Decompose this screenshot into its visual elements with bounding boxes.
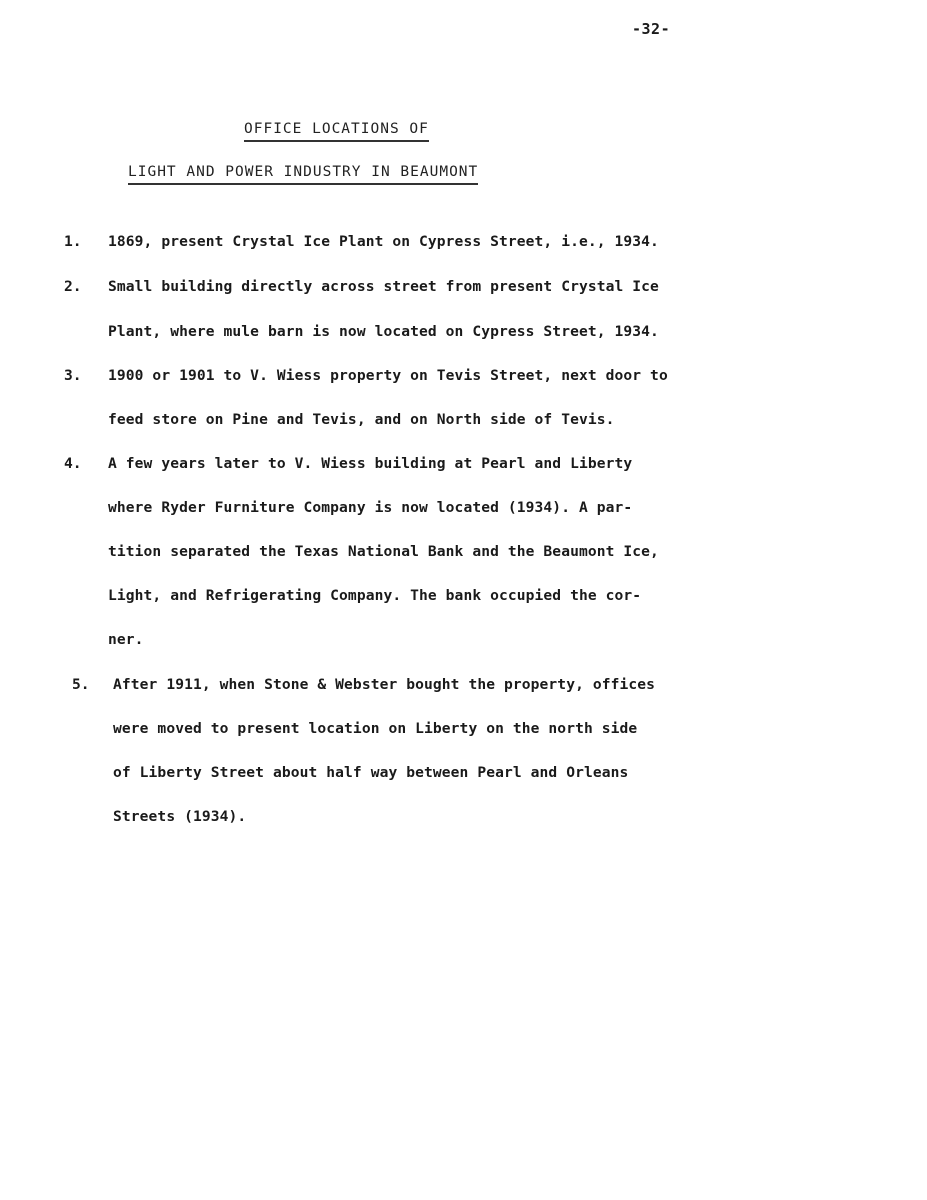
item-line: of Liberty Street about half way between Pearl and Orleans [113,764,629,781]
item-line: After 1911, when Stone & Webster bought the property, offices [113,676,656,693]
item-line: 1900 or 1901 to V. Wiess property on Tevis Street, next door to [108,367,668,384]
item-number: 1. [64,233,82,250]
item-line: Light, and Refrigerating Company. The bank occupied the cor- [108,587,642,604]
item-number: 2. [64,278,82,295]
item-number: 3. [64,367,82,384]
item-line: feed store on Pine and Tevis, and on North side of Tevis. [108,411,615,428]
title-line-1 [244,121,429,142]
item-line: ner. [108,631,144,648]
item-line: where Ryder Furniture Company is now located (1934). A par- [108,499,633,516]
title-text-2: LIGHT AND POWER INDUSTRY IN BEAUMONT [128,164,479,180]
item-line: Streets (1934). [113,808,247,825]
page-number: -32- [632,20,671,38]
item-line: A few years later to V. Wiess building at Pearl and Liberty [108,455,633,472]
title-underline-2 [128,183,478,185]
title-underline-1 [244,140,429,142]
item-line: 1869, present Crystal Ice Plant on Cypress Street, i.e., 1934. [108,233,659,250]
item-number: 4. [64,455,82,472]
item-line: tition separated the Texas National Bank and the Beaumont Ice, [108,543,659,560]
title-line-2 [128,164,478,185]
title-text-1: OFFICE LOCATIONS OF [244,121,429,137]
item-line: Plant, where mule barn is now located on Cypress Street, 1934. [108,323,659,340]
item-line: Small building directly across street from present Crystal Ice [108,278,659,295]
item-number: 5. [72,676,90,693]
item-line: were moved to present location on Liberty on the north side [113,720,638,737]
